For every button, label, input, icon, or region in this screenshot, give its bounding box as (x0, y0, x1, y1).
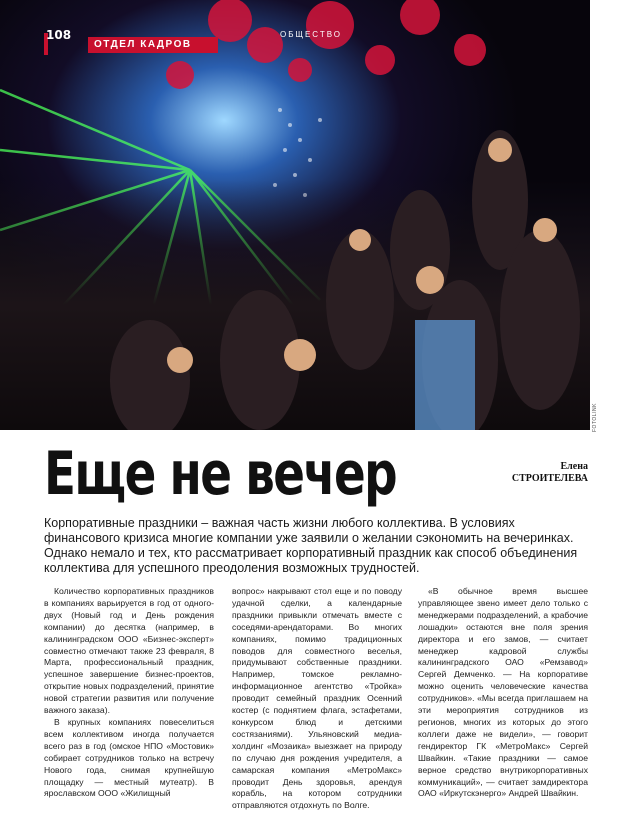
author-last-name: СТРОИТЕЛЕВА (511, 473, 588, 484)
page-number: 108 (46, 28, 72, 42)
author-first-name: Елена (560, 461, 588, 472)
article-title: Еще не вечер (44, 439, 397, 509)
author-byline (480, 461, 588, 485)
party-photo-illustration (0, 0, 590, 430)
paragraph: «В обычное время высшее управляющее звено имеет дело только с менеджерами подразделений, а крабочие лошадки» остаются вне поля зрения директора и его замов, — считает менеджер кадровой службы калининградского ОАО «Ремзавод» Сергей Демченко. — На корпоративе можно оценить человеческие качества сотрудников». «Мы всегда приглашаем на эти мероприятия сотрудников из регионов, многих из которых до этого коллеги даже не видели», — говорит гендиректор ГК «МетроМакс» Сергей Швайкин. «Такие праздники — самое верное средство внутрикорпоративных коммуникаций», — считает замдиректора ОАО «Иркутскэнерго» Андрей Швайкин. (418, 586, 588, 799)
photo-credit: FOTOLINK (592, 403, 598, 432)
article-column-2 (232, 586, 402, 812)
party-photo (0, 0, 590, 430)
section-label: ОТДЕЛ КАДРОВ (88, 37, 218, 53)
article-column-3 (418, 586, 588, 800)
paragraph: В крупных компаниях повеселиться всем коллективом иногда получается всего раз в год (омское НПО «Мостовик» собирает сотрудников только на встречу Нового года, снимая крупнейшую площадку — местный мутеатр). В ярославском ООО «Жилищный (44, 716, 214, 799)
article-column-1 (44, 586, 214, 800)
rubric-label: ОБЩЕСТВО (280, 30, 342, 39)
paragraph: вопрос» накрывают стол еще и по поводу удачной сделки, а календарные праздники привыкли отмечать вместе с соседями-арендаторами. Во многих компаниях, помимо традиционных поводов для совместного веселья, придумывают собственные праздники. Например, томское рекламно-информационное агентство «Тройка» проводит семейный праздник Осенний костер (с поднятием флага, эстафетами, конкурсом блюд и детскими состязаниями). Ульяновский медиа-холдинг «Мозаика» выезжает на природу по случаю дня рождения учредителя, а самарская компания «МетроМакс» проводит День здоровья, арендуя корабль, на котором сотрудники отправляются отдохнуть по Волге. (232, 586, 402, 811)
paragraph: Количество корпоративных праздников в компаниях варьируется в год от одного-двух (Новый год и День рождения компании) до десятка (например, в калининградском ООО «Бизнес-эксперт» совместно отмечают также 23 февраля, 8 Марта, профессиональный праздник, успешное завершение бизнес-проектов, открытие новых подразделений, принятие новой стратегии развития или получение важного заказа). (44, 586, 214, 716)
article-lead: Корпоративные праздники – важная часть жизни любого коллектива. В условиях финансового кризиса многие компании уже заявили о желании сэкономить на вечеринках. Однако немало и тех, кто рассматривает корпоративный праздник как способ объединения коллектива для успешного преодоления возможных трудностей. (44, 516, 578, 575)
